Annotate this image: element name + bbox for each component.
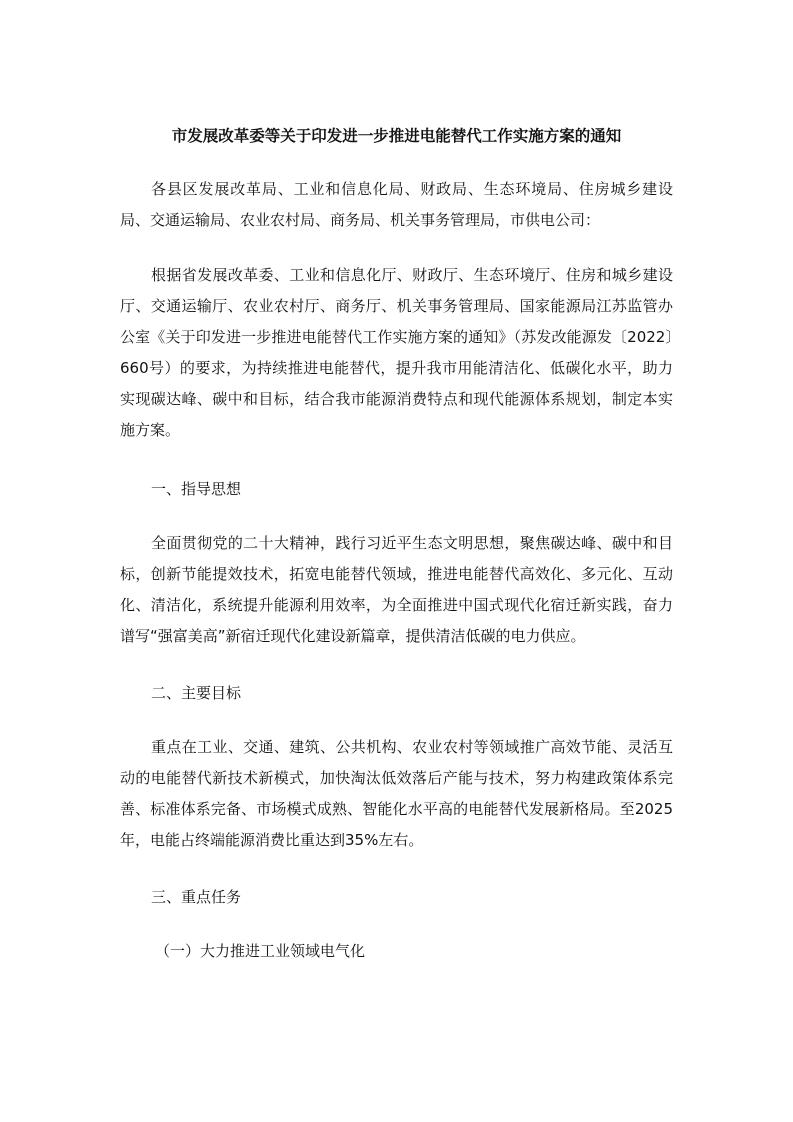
- section-heading-key-tasks: 三、重点任务: [151, 888, 242, 906]
- document-title: 市发展改革委等关于印发进一步推进电能替代工作实施方案的通知: [171, 127, 622, 145]
- guiding-ideology-paragraph: 全面贯彻党的二十大精神，践行习近平生态文明思想，聚焦碳达峰、碳中和目标，创新节能提效技术，拓宽电能替代领域，推进电能替代高效化、多元化、互动化、清洁化，系统提升能源利用效率，为全面推进中国式现代化宿迁新实践，奋力谱写“强富美高”新宿迁现代化建设新篇章，提供清洁低碳的电力供应。: [120, 534, 673, 645]
- main-goals-paragraph: 重点在工业、交通、建筑、公共机构、农业农村等领域推广高效节能、灵活互动的电能替代新技术新模式，加快淘汰低效落后产能与技术，努力构建政策体系完善、标准体系完备、市场模式成熟、智能化水平高的电能替代发展新格局。至2025年，电能占终端能源消费比重达到35%左右。: [120, 738, 673, 849]
- section-heading-guiding-ideology: 一、指导思想: [151, 480, 242, 498]
- subsection-heading-industry: （一）大力推进工业领域电气化: [155, 942, 366, 960]
- intro-paragraph: 根据省发展改革委、工业和信息化厅、财政厅、生态环境厅、住房和城乡建设厅、交通运输厅、农业农村厅、商务厅、机关事务管理局、国家能源局江苏监管办公室《关于印发进一步推进电能替代工作实施方案的通知》（苏发改能源发〔2022〕660号）的要求，为持续推进电能替代，提升我市用能清洁化、低碳化水平，助力实现碳达峰、碳中和目标，结合我市能源消费特点和现代能源体系规划，制定本实施方案。: [120, 266, 673, 439]
- section-heading-main-goals: 二、主要目标: [151, 684, 242, 702]
- addressee-paragraph: 各县区发展改革局、工业和信息化局、财政局、生态环境局、住房城乡建设局、交通运输局、农业农村局、商务局、机关事务管理局，市供电公司：: [120, 180, 673, 229]
